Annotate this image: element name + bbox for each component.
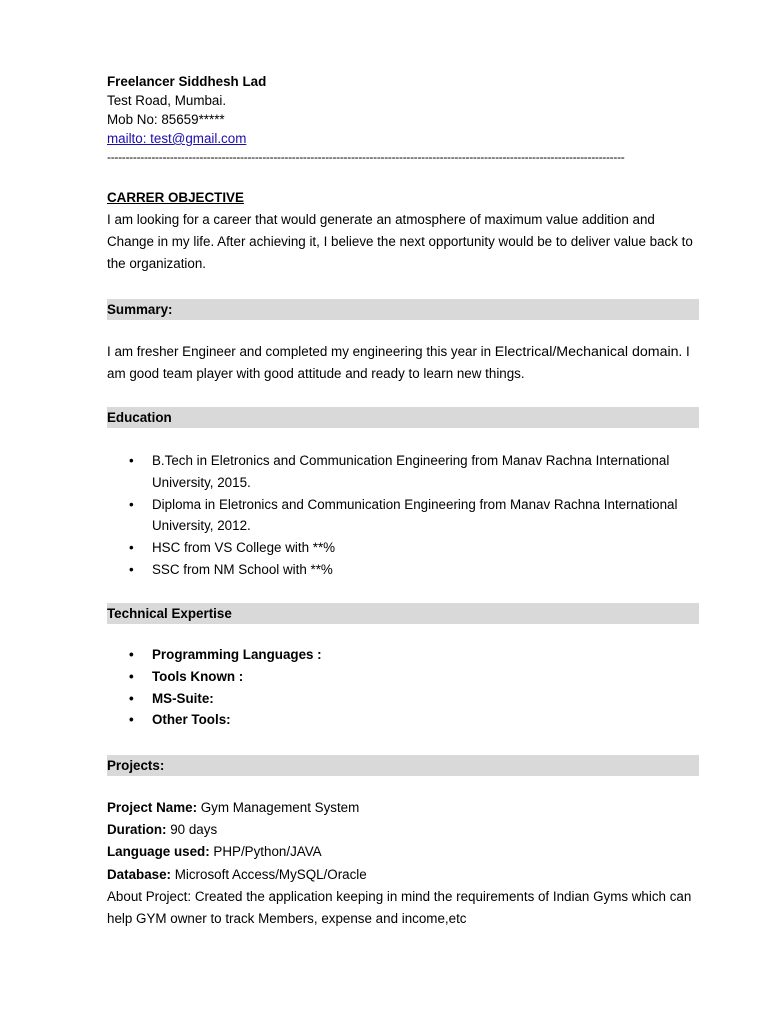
project-duration-row [107, 819, 699, 841]
list-item [107, 666, 699, 688]
project-language-label: Language used: [107, 844, 210, 860]
bullet-icon: • [129, 668, 134, 684]
project-language-value: PHP/Python/JAVA [209, 844, 322, 860]
email-link[interactable]: mailto: test@gmail.com [107, 131, 247, 146]
bullet-icon: • [129, 453, 134, 468]
bullet-icon: • [129, 647, 134, 662]
project-name-row [107, 797, 699, 819]
project-database-label: Database: [107, 866, 172, 882]
other-tools-label: Other Tools: [152, 712, 231, 728]
summary-domain: Electrical/Mechanical domain [494, 344, 679, 360]
education-item-hsc: HSC from VS College with **% [152, 540, 336, 556]
projects-heading: Projects: [107, 755, 699, 776]
project-language-row [107, 841, 699, 863]
education-list [107, 450, 699, 581]
mobile-number: Mob No: 85659***** [107, 112, 225, 127]
list-item [107, 559, 699, 581]
separator-line: -------------------------------------------------------------------------------------------------------------------------------------------- [107, 150, 625, 164]
project-name-label: Project Name: [107, 800, 198, 815]
list-item [107, 450, 699, 494]
project-name-value: Gym Management System [197, 800, 360, 815]
list-item [107, 494, 699, 538]
bullet-icon: • [129, 540, 134, 556]
ms-suite-label: MS-Suite: [152, 690, 214, 706]
project-duration-value: 90 days [166, 822, 218, 838]
technical-heading: Technical Expertise [107, 603, 699, 624]
summary-text-end: . I am good team player with good attitude and ready to learn new things. [107, 344, 690, 381]
list-item [107, 688, 699, 710]
tools-known-label: Tools Known : [152, 668, 244, 684]
project-details [107, 797, 699, 930]
education-item-btech: B.Tech in Eletronics and Communication Engineering from Manav Rachna International University, 2015. [152, 453, 670, 490]
programming-languages-label: Programming Languages : [152, 647, 322, 662]
list-item [107, 537, 699, 559]
project-database-row [107, 864, 699, 886]
project-database-value: Microsoft Access/MySQL/Oracle [171, 866, 367, 882]
project-duration-label: Duration: [107, 822, 167, 838]
education-item-ssc: SSC from NM School with **% [152, 561, 333, 577]
list-item [107, 644, 699, 666]
education-heading: Education [107, 407, 699, 428]
education-item-diploma: Diploma in Eletronics and Communication Engineering from Manav Rachna International University, 2012. [152, 496, 678, 534]
bullet-icon: • [129, 496, 134, 512]
summary-heading: Summary: [107, 299, 699, 320]
summary-text [107, 341, 699, 385]
bullet-icon: • [129, 561, 134, 577]
objective-heading: CARRER OBJECTIVE [107, 190, 244, 205]
candidate-name: Freelancer Siddhesh Lad [107, 74, 267, 89]
summary-text-start: I am fresher Engineer and completed my engineering this year in [107, 344, 495, 359]
address: Test Road, Mumbai. [107, 93, 227, 108]
bullet-icon: • [129, 690, 134, 706]
bullet-icon: • [129, 712, 134, 728]
technical-list [107, 644, 699, 731]
objective-text: I am looking for a career that would generate an atmosphere of maximum value addition and Change in my life. After achieving it, I believe the next opportunity would be to deliver value back to the organization. [107, 212, 693, 271]
list-item [107, 709, 699, 731]
project-about: About Project: Created the application keeping in mind the requirements of Indian Gyms which can help GYM owner to track Members, expense and income,etc [107, 888, 692, 927]
